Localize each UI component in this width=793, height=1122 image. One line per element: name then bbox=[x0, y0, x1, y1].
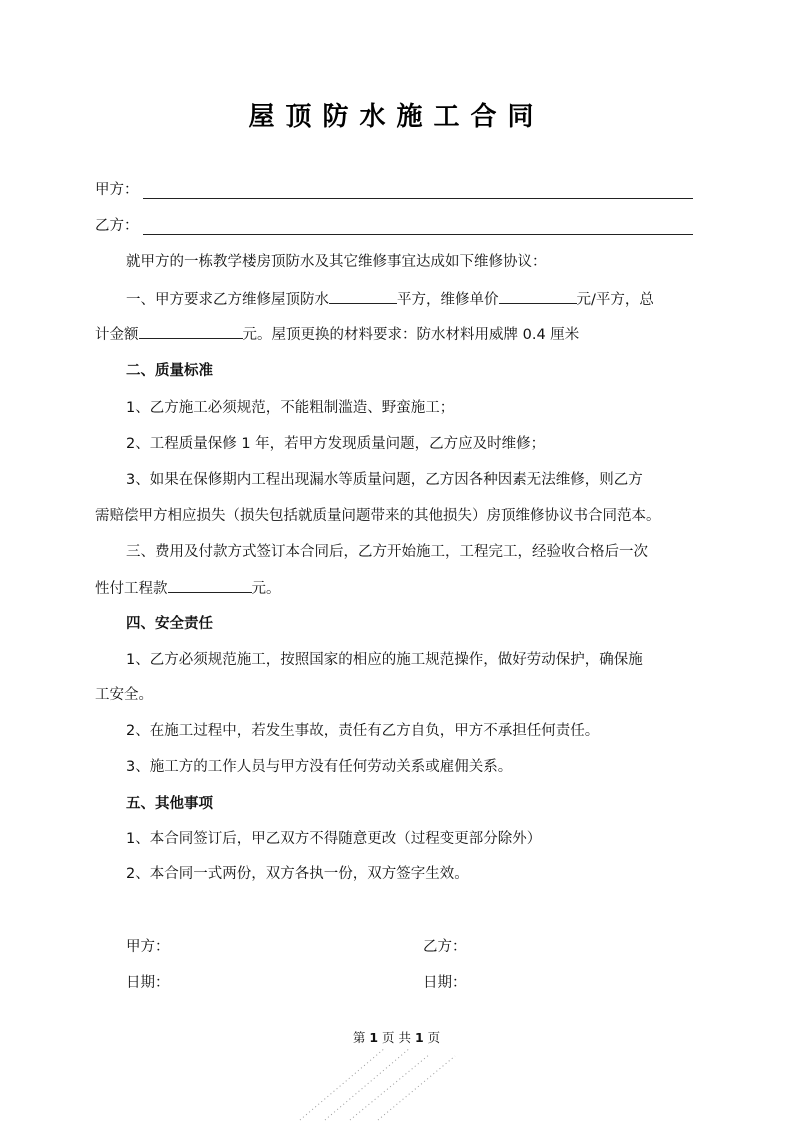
footer-prefix: 第 bbox=[352, 1030, 366, 1045]
unit-price-blank[interactable] bbox=[499, 289, 577, 304]
payment-amount-blank[interactable] bbox=[168, 578, 252, 593]
clause1-text2: 平方，维修单价 bbox=[397, 292, 499, 308]
section5-item1: 1、本合同签订后，甲乙双方不得随意更改（过程变更部分除外） bbox=[126, 831, 542, 847]
clause1-line2 bbox=[95, 324, 579, 345]
section5-heading: 五、其他事项 bbox=[126, 796, 213, 812]
section2-heading: 二、质量标准 bbox=[126, 363, 213, 379]
party-a-label: 甲方： bbox=[95, 182, 139, 198]
section2-item3-line1: 3、如果在保修期内工程出现漏水等质量问题，乙方因各种因素无法维修，则乙方 bbox=[126, 472, 643, 488]
clause1-text3: 元/平方，总 bbox=[576, 292, 654, 308]
footer-total-pages: 1 bbox=[414, 1030, 424, 1045]
footer-middle: 页 共 bbox=[382, 1030, 411, 1045]
footer-current-page: 1 bbox=[369, 1030, 379, 1045]
section4-item1-line1: 1、乙方必须规范施工，按照国家的相应的施工规范操作，做好劳动保护，确保施 bbox=[126, 652, 643, 668]
section3-text1: 性付工程款 bbox=[95, 581, 168, 597]
clause1-text4: 计金额 bbox=[95, 327, 139, 343]
document-title: 屋顶防水施工合同 bbox=[248, 102, 545, 132]
signature-party-a: 甲方： bbox=[126, 939, 170, 955]
section2-item1: 1、乙方施工必须规范，不能粗制滥造、野蛮施工； bbox=[126, 400, 455, 416]
clause1-line1 bbox=[126, 289, 654, 310]
party-b-label: 乙方： bbox=[95, 218, 139, 234]
signature-date-a: 日期： bbox=[126, 975, 170, 991]
intro-text: 就甲方的一栋教学楼房顶防水及其它维修事宜达成如下维修协议： bbox=[126, 254, 547, 270]
section2-item2: 2、工程质量保修 1 年，若甲方发现质量问题，乙方应及时维修； bbox=[126, 436, 546, 452]
section2-item3-line2: 需赔偿甲方相应损失（损失包括就质量问题带来的其他损失）房顶维修协议书合同范本。 bbox=[95, 508, 661, 524]
section4-item2: 2、在施工过程中，若发生事故，责任有乙方自负，甲方不承担任何责任。 bbox=[126, 723, 600, 739]
total-amount-blank[interactable] bbox=[139, 324, 243, 339]
clause1-text1: 一、甲方要求乙方维修屋顶防水 bbox=[126, 292, 329, 308]
section4-item1-line2: 工安全。 bbox=[95, 687, 153, 703]
dotted-watermark-decoration bbox=[290, 1040, 490, 1122]
section4-item3: 3、施工方的工作人员与甲方没有任何劳动关系或雇佣关系。 bbox=[126, 759, 513, 775]
clause1-text5: 元。屋顶更换的材料要求：防水材料用威牌 0.4 厘米 bbox=[242, 327, 580, 343]
footer-suffix: 页 bbox=[427, 1030, 441, 1045]
section4-heading: 四、安全责任 bbox=[126, 616, 213, 632]
section5-item2: 2、本合同一式两份，双方各执一份，双方签字生效。 bbox=[126, 866, 469, 882]
party-a-row bbox=[95, 180, 139, 200]
section3-text2: 元。 bbox=[251, 581, 281, 597]
section3-line2 bbox=[95, 578, 281, 599]
party-a-blank[interactable] bbox=[143, 198, 693, 199]
signature-date-b: 日期： bbox=[423, 975, 467, 991]
section3-line1: 三、费用及付款方式签订本合同后，乙方开始施工，工程完工，经验收合格后一次 bbox=[126, 544, 648, 560]
party-b-row bbox=[95, 216, 139, 236]
party-b-blank[interactable] bbox=[143, 234, 693, 235]
area-blank[interactable] bbox=[329, 289, 397, 304]
signature-party-b: 乙方： bbox=[423, 939, 467, 955]
